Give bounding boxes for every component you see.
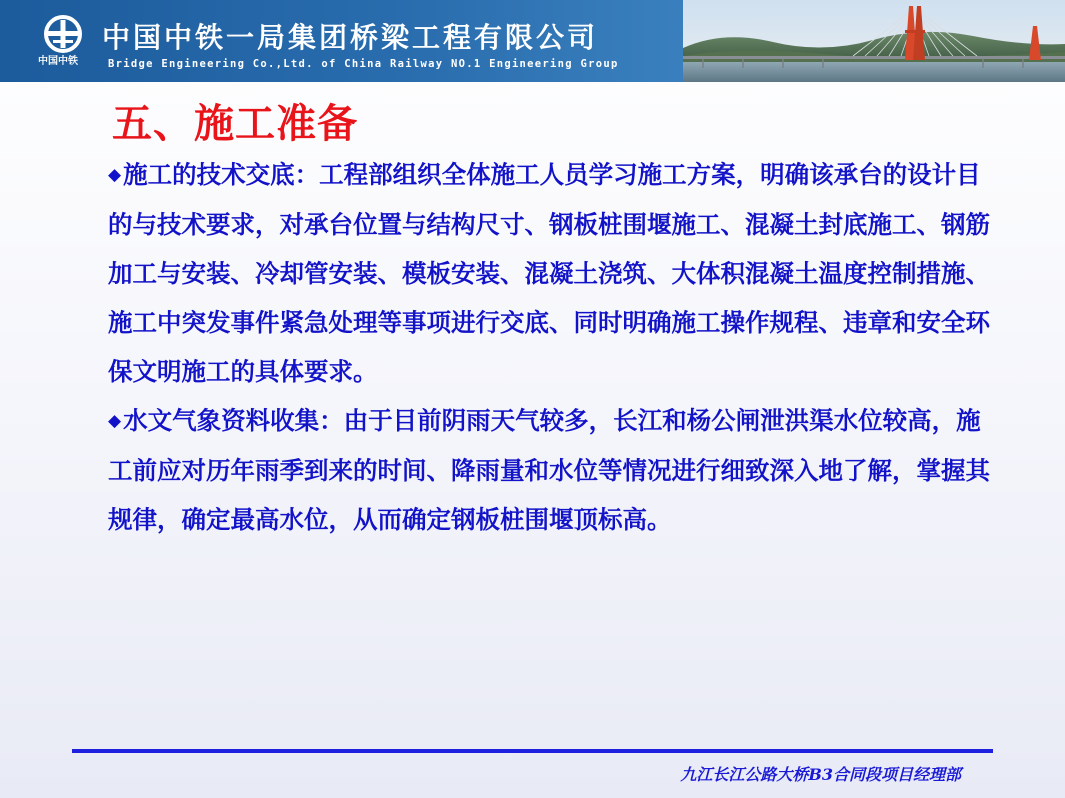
logo-caption: 中国中铁: [38, 56, 78, 67]
cable-stayed-bridge-photo: [683, 0, 1065, 82]
paragraph-text: 水文气象资料收集：由于目前阴雨天气较多，长江和杨公闸泄洪渠水位较高，施工前应对历年雨季到来的时间、降雨量和水位等情况进行细致深入地了解，掌握其规律，确定最高水位，从而确定钢板桩围堰顶标高。: [108, 406, 990, 534]
company-name-en: Bridge Engineering Co.,Ltd. of China Railway NO.1 Engineering Group: [108, 58, 619, 70]
diamond-bullet-icon: ◆: [108, 411, 122, 431]
diamond-bullet-icon: ◆: [108, 165, 122, 185]
header-banner: [0, 0, 1065, 82]
company-name-cn: 中国中铁一局集团桥梁工程有限公司: [102, 21, 599, 54]
paragraph-technical-briefing: [108, 150, 998, 396]
paragraph-text: 施工的技术交底：工程部组织全体施工人员学习施工方案，明确该承台的设计目的与技术要求，对承台位置与结构尺寸、钢板桩围堰施工、混凝土封底施工、钢筋加工与安装、冷却管安装、模板安装、混凝土浇筑、大体积混凝土温度控制措施、施工中突发事件紧急处理等事项进行交底、同时明确施工操作规程、违章和安全环保文明施工的具体要求。: [108, 160, 990, 386]
slide-body: [108, 150, 998, 544]
slide-title: 五、施工准备: [112, 100, 358, 147]
paragraph-hydrology-data: [108, 396, 998, 544]
footer-project-label: 九江长江公路大桥B3合同段项目经理部: [680, 765, 961, 784]
footer-divider: [72, 749, 993, 753]
